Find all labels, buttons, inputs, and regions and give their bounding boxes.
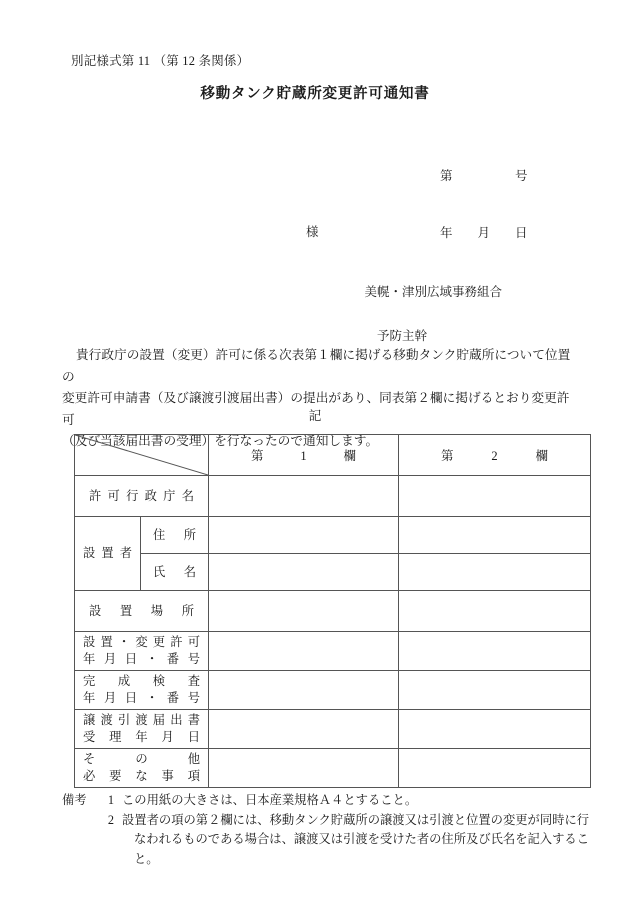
cell-installer-name-col2[interactable] [399, 554, 591, 591]
issuer-role: 予防主幹 [377, 329, 428, 343]
row-label-transfer-notification [75, 710, 209, 749]
cell-completion-inspection-col1[interactable] [209, 671, 399, 710]
row-label-text-line1: その他 [83, 752, 200, 766]
cell-installation-site-col1[interactable] [209, 591, 399, 632]
cell-installer-address-col2[interactable] [399, 517, 591, 554]
cell-other-matters-col1[interactable] [209, 749, 399, 788]
diagonal-line-icon [75, 435, 208, 475]
cell-other-matters-col2[interactable] [399, 749, 591, 788]
column-header-2 [399, 435, 591, 476]
row-label-text: 許可行政庁名 [89, 488, 194, 503]
table-row [75, 476, 591, 517]
row-label-installation-site [75, 591, 209, 632]
cell-transfer-notification-col1[interactable] [209, 710, 399, 749]
cell-installer-address-col1[interactable] [209, 517, 399, 554]
table-row [75, 517, 591, 554]
diagonal-corner-cell [75, 435, 209, 476]
table-row [75, 749, 591, 788]
column-header-1-label: 第 1 欄 [251, 449, 356, 463]
remarks-item-continuation: なわれるものである場合は、譲渡又は引渡を受けた者の住所及び氏名を記入すること。 [134, 832, 589, 866]
cell-permit-date-number-col1[interactable] [209, 632, 399, 671]
row-label-text-line2: 年月日・番号 [83, 691, 200, 705]
row-label-permit-authority [75, 476, 209, 517]
table-row [75, 554, 591, 591]
permit-details-table [74, 434, 591, 788]
remarks-item [62, 791, 607, 811]
remarks-item-text: 設置者の項の第２欄には、移動タンク貯蔵所の譲渡又は引渡と位置の変更が同時に行 [122, 812, 590, 827]
row-label-text-line2: 年月日・番号 [83, 652, 200, 666]
table-header-row [75, 435, 591, 476]
body-line-3: （及び当該届出書の受理）を行なったので通知します。 [62, 434, 379, 448]
row-label-permit-date-number [75, 632, 209, 671]
body-line-2: 変更許可申請書（及び譲渡引渡届出書）の提出があり、同表第２欄に掲げるとおり変更許可 [62, 391, 570, 427]
row-label-completion-inspection [75, 671, 209, 710]
table-row [75, 632, 591, 671]
column-header-2-label: 第 2 欄 [441, 449, 548, 463]
row-label-text: 設置者 [83, 546, 132, 560]
ki-heading: 記 [308, 409, 322, 423]
cell-permit-authority-col1[interactable] [209, 476, 399, 517]
row-label-text-line1: 完成検査 [83, 674, 200, 688]
row-label-text: 設置場所 [89, 603, 194, 618]
page-title: 移動タンク貯蔵所変更許可通知書 [200, 86, 430, 102]
cell-permit-date-number-col2[interactable] [399, 632, 591, 671]
row-label-text: 住 所 [153, 527, 196, 542]
table-row [75, 591, 591, 632]
row-label-text-line2: 必要な事項 [83, 769, 200, 783]
table-row [75, 671, 591, 710]
row-label-installer-name [141, 554, 209, 591]
remarks-item-text: この用紙の大きさは、日本産業規格Ａ４とすること。 [122, 793, 418, 807]
row-label-text-line1: 譲渡引渡届出書 [83, 713, 200, 727]
cell-completion-inspection-col2[interactable] [399, 671, 591, 710]
cell-permit-authority-col2[interactable] [399, 476, 591, 517]
remarks-item-number: 2 [107, 812, 115, 827]
addressee-honorific: 様 [306, 225, 319, 239]
body-line-1: 貴行政庁の設置（変更）許可に係る次表第１欄に掲げる移動タンク貯蔵所について位置の [62, 348, 571, 384]
row-label-text-line1: 設置・変更許可 [83, 635, 200, 649]
row-label-other-matters [75, 749, 209, 788]
table-row [75, 710, 591, 749]
column-header-1 [209, 435, 399, 476]
cell-transfer-notification-col2[interactable] [399, 710, 591, 749]
remarks-item [62, 811, 607, 831]
reference-date-line: 年 月 日 [440, 226, 528, 240]
issuer-organization: 美幌・津別広域事務組合 [364, 285, 503, 299]
remarks-item-number: 1 [107, 793, 115, 807]
remarks-section [62, 791, 607, 869]
cell-installer-name-col1[interactable] [209, 554, 399, 591]
row-label-installer [75, 517, 141, 591]
remarks-label: 備考 [62, 793, 87, 807]
cell-installation-site-col2[interactable] [399, 591, 591, 632]
row-label-text: 氏 名 [153, 564, 196, 579]
reference-number-line: 第 号 [440, 169, 528, 183]
row-label-installer-address [141, 517, 209, 554]
row-label-text-line2: 受理年月日 [83, 730, 200, 744]
form-number: 別記様式第 11 （第 12 条関係） [71, 54, 250, 68]
